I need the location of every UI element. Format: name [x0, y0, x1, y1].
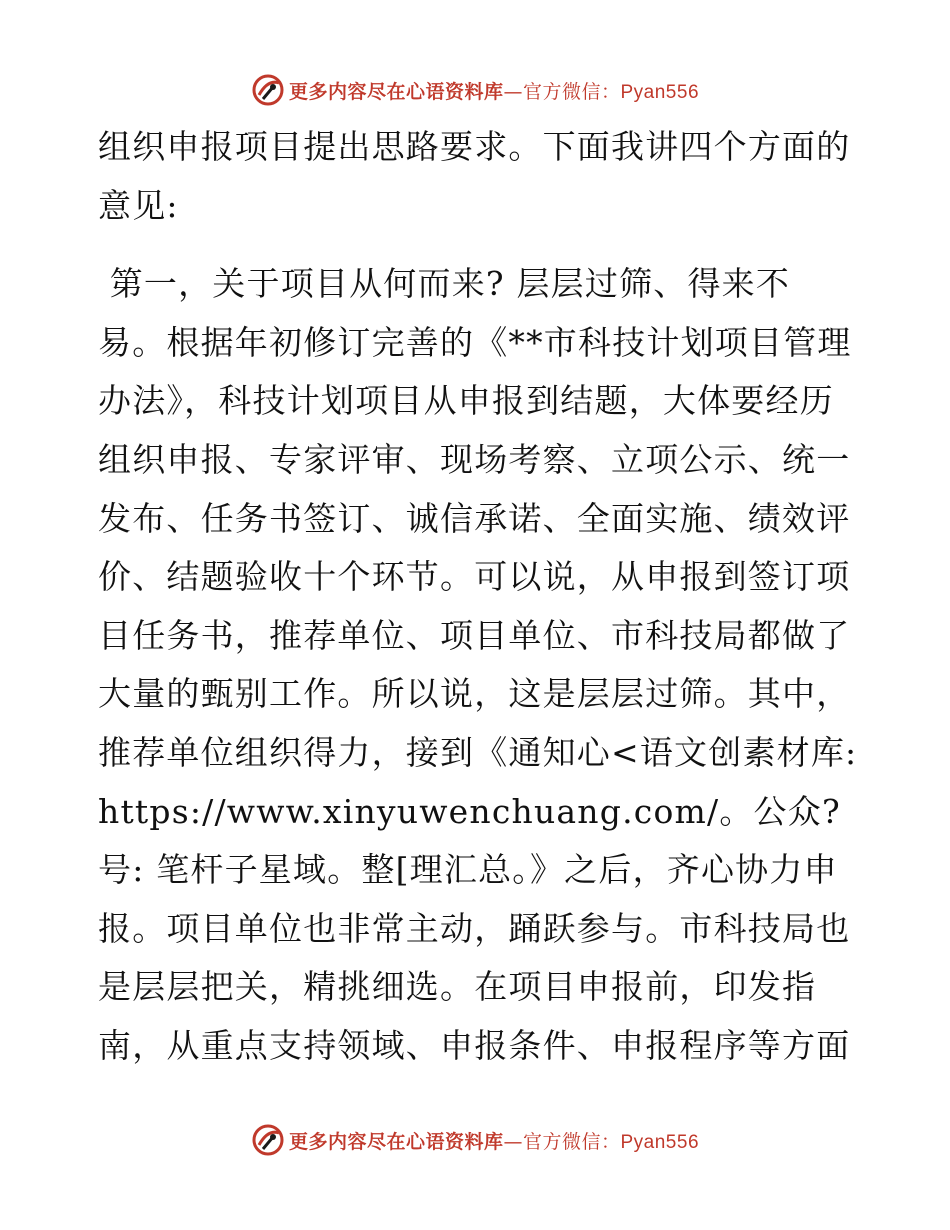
paragraph-first-point: 第一，关于项目从何而来? 层层过筛、得来不易。根据年初修订完善的《**市科技计划项目管理办法》，科技计划项目从申报到结题，大体要经历组织申报、专家评审、现场考察、立项公示、统一发布、任务书签订、诚信承诺、全面实施、绩效评价、结题验收十个环节。可以说，从申报到签订项目任务书，推荐单位、项目单位、市科技局都做了大量的甄别工作。所以说，这是层层过筛。其中，推荐单位组织得力，接到《通知心<语文创素材库: https://www.xinyuwenchuang.com/。公众?号: 笔杆子星域。整[理汇总。》之后，齐心协力申报。项目单位也非常主动，踊跃参与。市科技局也是层层把关，精挑细选。在项目申报前，印发指南，从重点支持领域、申报条件、申报程序等方面: [98, 264, 870, 1065]
banner-text: [289, 1127, 699, 1154]
banner-official: 官方微信：: [522, 80, 621, 103]
banner-text: [289, 77, 699, 104]
banner-separator: —: [503, 1130, 523, 1153]
header-banner: [0, 70, 950, 110]
banner-handle: Pyan556: [620, 1131, 700, 1153]
banner-brand: 更多内容尽在心语资料库: [288, 80, 504, 103]
footer-banner: [0, 1120, 950, 1160]
document-body: [98, 118, 870, 1076]
brand-logo-icon: [251, 73, 285, 107]
brand-logo-icon: [251, 1123, 285, 1157]
banner-official: 官方微信：: [522, 1130, 621, 1153]
banner-brand: 更多内容尽在心语资料库: [288, 1130, 504, 1153]
banner-separator: —: [503, 80, 523, 103]
banner-handle: Pyan556: [620, 81, 700, 103]
paragraph-intro: 组织申报项目提出思路要求。下面我讲四个方面的意见:: [98, 127, 851, 225]
